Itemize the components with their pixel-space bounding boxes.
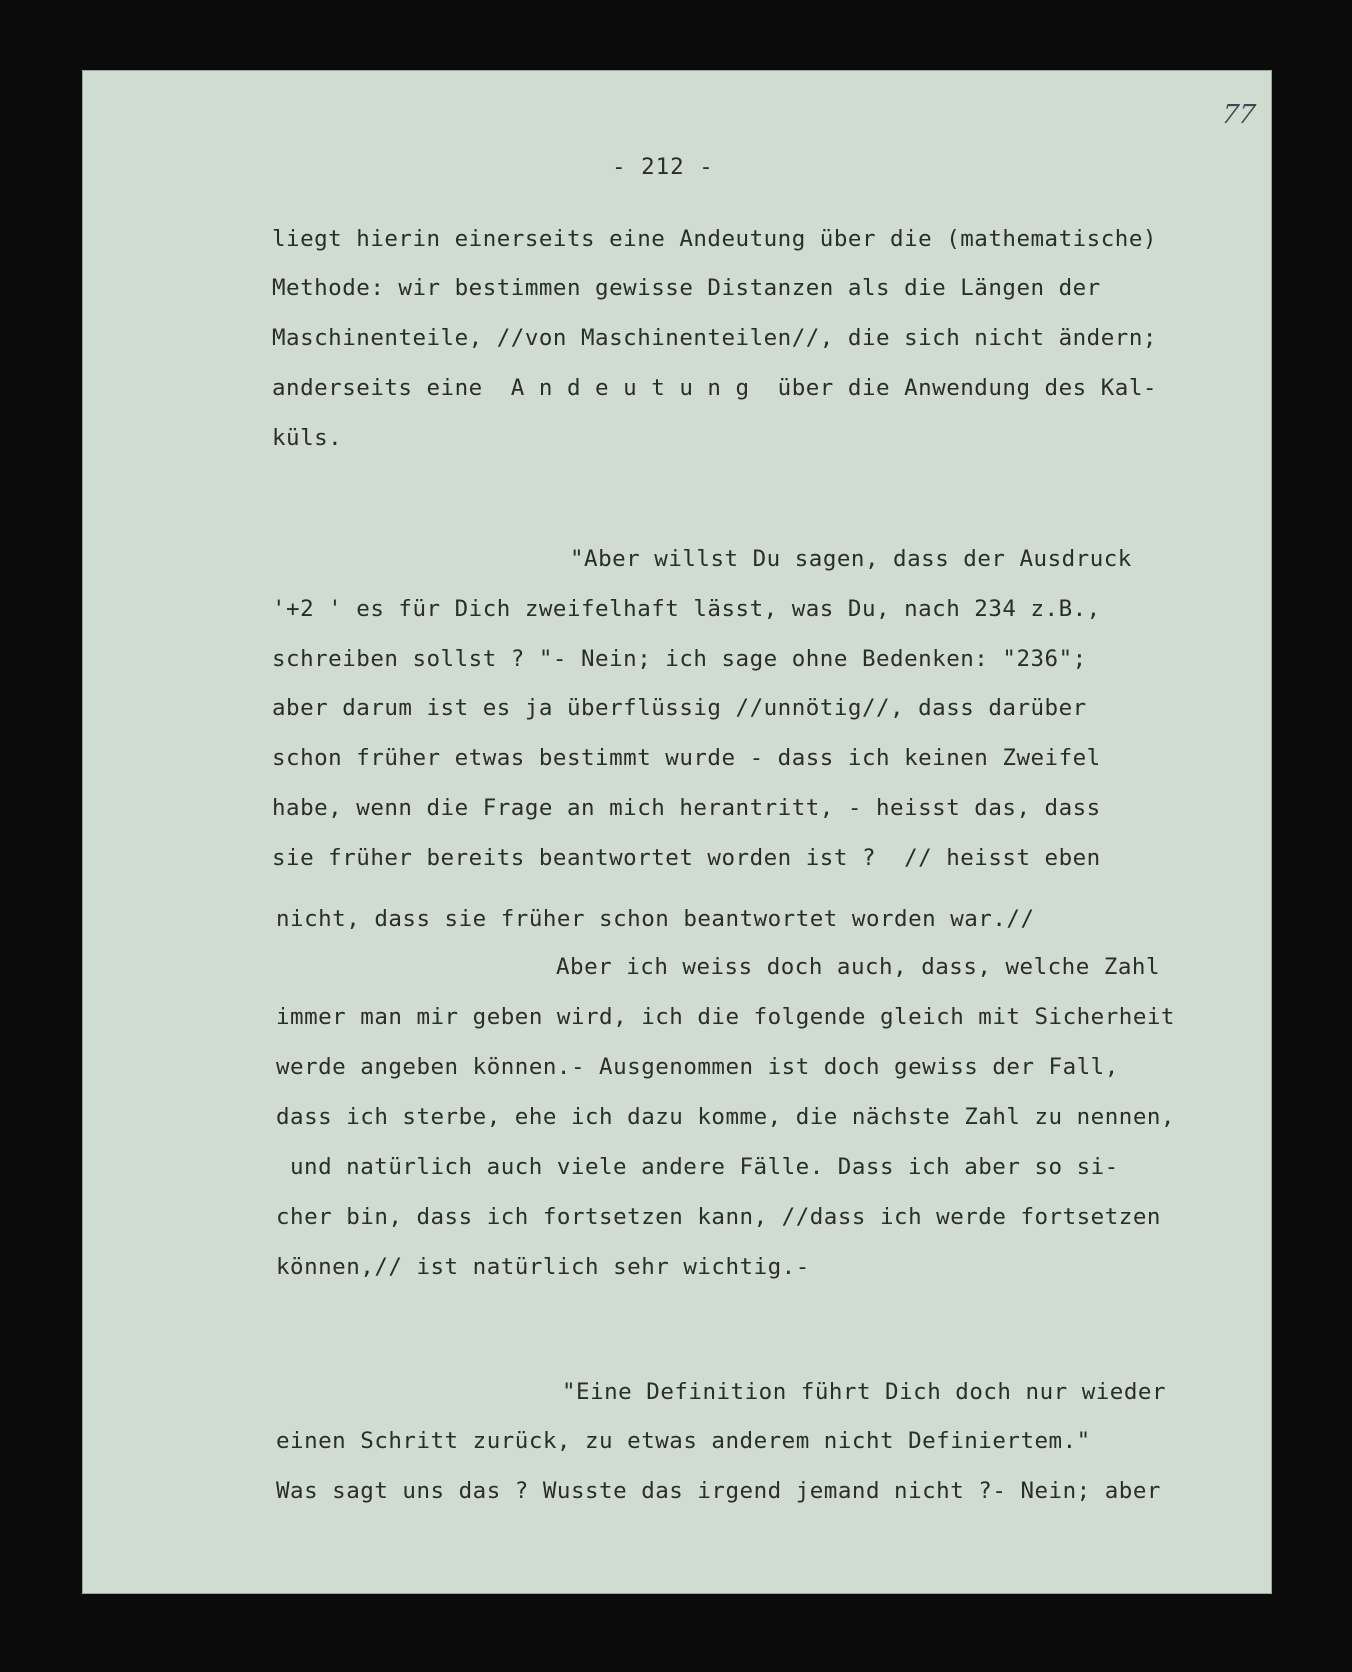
text-line: immer man mir geben wird, ich die folgende gleich mit Sicherheit — [276, 1004, 1175, 1030]
text-line: '+2 ' es für Dich zweifelhaft lässt, was Du, nach 234 z.B., — [272, 596, 1101, 622]
text-line: können,// ist natürlich sehr wichtig.- — [276, 1254, 810, 1280]
text-line: habe, wenn die Frage an mich herantritt, - heisst das, dass — [272, 795, 1101, 821]
text-line: schreiben sollst ? "- Nein; ich sage ohne Bedenken: "236"; — [272, 646, 1087, 672]
text-line: küls. — [272, 425, 343, 451]
text-line: "Aber willst Du sagen, dass der Ausdruck — [570, 546, 1132, 572]
text-line: schon früher etwas bestimmt wurde - dass ich keinen Zweifel — [272, 745, 1101, 771]
text-line: sie früher bereits beantwortet worden ist ? // heisst eben — [272, 845, 1101, 871]
text-line: Was sagt uns das ? Wusste das irgend jemand nicht ?- Nein; aber — [276, 1478, 1161, 1504]
page-number: - 212 - — [612, 154, 714, 180]
folio-number: 77 — [1219, 100, 1258, 130]
text-line: und natürlich auch viele andere Fälle. Dass ich aber so si- — [290, 1154, 1119, 1180]
text-line: Maschinenteile, //von Maschinenteilen//, die sich nicht ändern; — [272, 325, 1157, 351]
text-line: Aber ich weiss doch auch, dass, welche Zahl — [556, 954, 1160, 980]
text-line: liegt hierin einerseits eine Andeutung über die (mathematische) — [272, 226, 1157, 252]
text-line: werde angeben können.- Ausgenommen ist doch gewiss der Fall, — [276, 1054, 1119, 1080]
text-line: Methode: wir bestimmen gewisse Distanzen als die Längen der — [272, 275, 1101, 301]
text-line: einen Schritt zurück, zu etwas anderem nicht Definiertem." — [276, 1428, 1091, 1454]
text-line: dass ich sterbe, ehe ich dazu komme, die nächste Zahl zu nennen, — [276, 1104, 1175, 1130]
text-line: "Eine Definition führt Dich doch nur wieder — [562, 1379, 1166, 1405]
text-line: cher bin, dass ich fortsetzen kann, //dass ich werde fortsetzen — [276, 1204, 1161, 1230]
text-line: anderseits eine A n d e u t u n g über die Anwendung des Kal- — [272, 375, 1157, 401]
text-line: aber darum ist es ja überflüssig //unnötig//, dass darüber — [272, 695, 1087, 721]
text-line: nicht, dass sie früher schon beantwortet worden war.// — [276, 906, 1035, 932]
